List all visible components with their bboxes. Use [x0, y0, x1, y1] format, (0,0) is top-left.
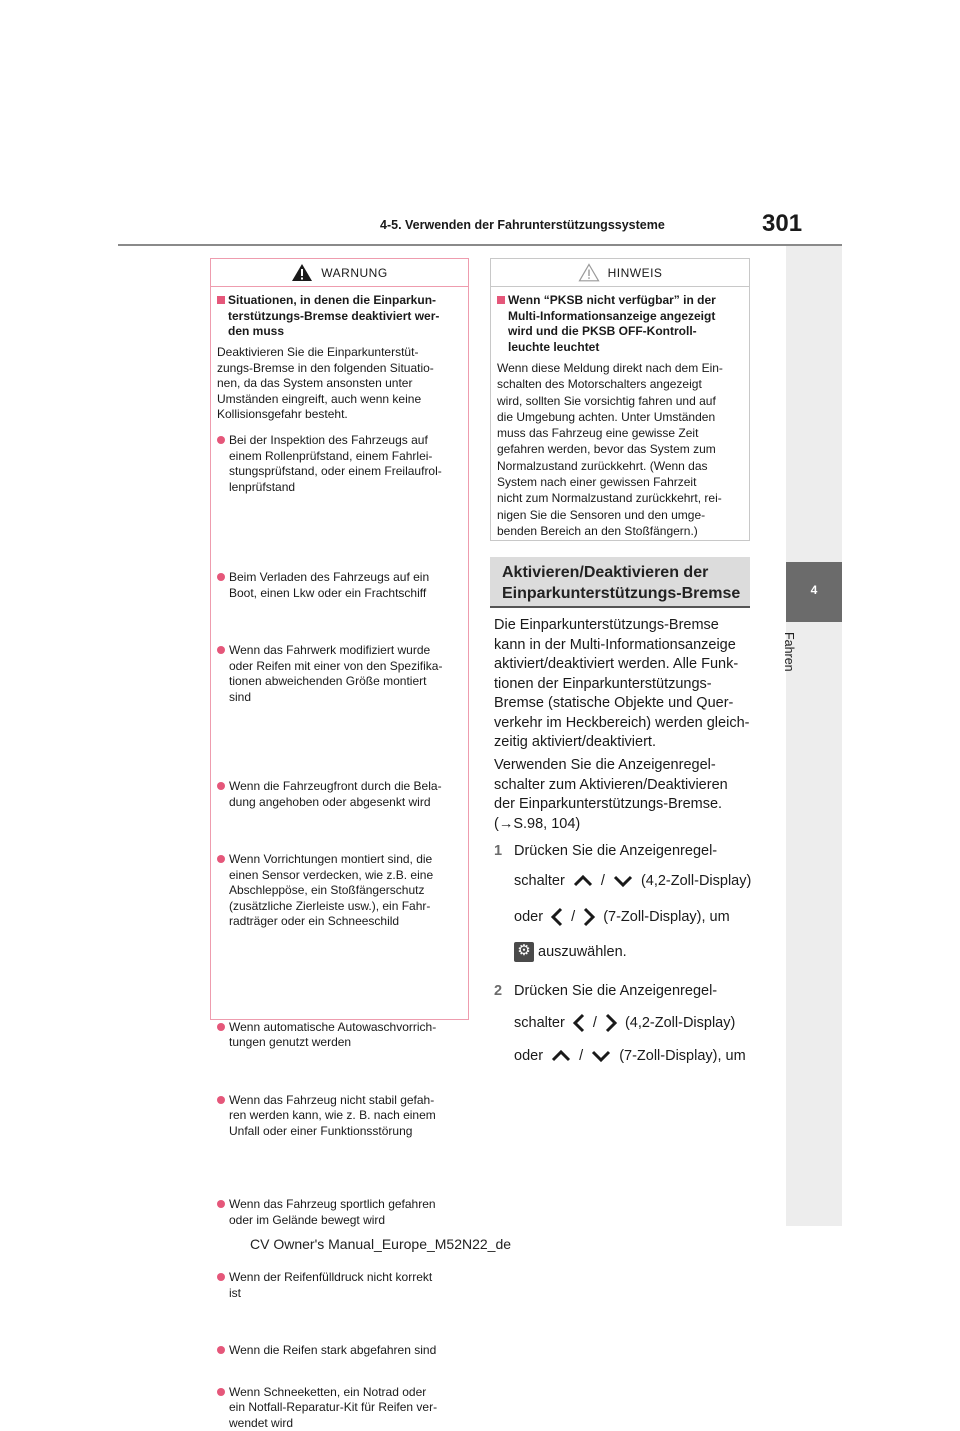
chevron-down-icon	[590, 1049, 612, 1063]
section-heading: Aktivieren/Deaktivieren der Einparkunterstützungs-Bremse	[490, 557, 750, 608]
warning-bullet: Wenn der Reifenfülldruck nicht korrekt ist	[217, 1270, 474, 1301]
gear-icon	[514, 942, 534, 962]
warning-bullet: Wenn die Reifen stark abgefahren sind	[217, 1343, 474, 1359]
chevron-down-icon	[612, 874, 634, 888]
chapter-number: 4	[786, 583, 842, 597]
note-box	[490, 258, 750, 541]
chevron-left-icon	[572, 1012, 586, 1034]
step-1-line-3: oder / (7-Zoll-Display), um	[514, 906, 730, 928]
header-rule	[118, 244, 842, 246]
chevron-left-icon	[550, 906, 564, 928]
step-2-line-2: schalter / (4,2-Zoll-Display)	[514, 1012, 735, 1034]
chevron-right-icon	[582, 906, 596, 928]
step-number: 2	[494, 982, 514, 1002]
note-label: HINWEIS	[608, 266, 663, 280]
note-topic: Wenn “PKSB nicht verfügbar” in der Multi-Informationsanzeige angezeigt wird und die PKSB OFF-Kontroll- leuchte leuchtet	[497, 293, 743, 355]
warning-label: WARNUNG	[321, 266, 387, 280]
warning-bullet: Bei der Inspektion des Fahrzeugs auf einem Rollenprüfstand, einem Fahrlei- stungsprüfstand, oder einem Freilaufrol- lenprüfstand	[217, 433, 474, 495]
warning-bullet: Wenn die Fahrzeugfront durch die Bela- dung angehoben oder abgesenkt wird	[217, 779, 474, 810]
chevron-right-icon	[604, 1012, 618, 1034]
warning-bullet: Wenn automatische Autowaschvorrich- tungen genutzt werden	[217, 1020, 474, 1051]
section-title: 4-5. Verwenden der Fahrunterstützungssysteme	[380, 218, 665, 232]
step-1-line-2: schalter / (4,2-Zoll-Display)	[514, 872, 751, 892]
square-bullet-icon	[497, 296, 505, 304]
step-2: 2 Drücken Sie die Anzeigenregel-	[494, 982, 717, 1002]
square-bullet-icon	[217, 296, 225, 304]
warning-box	[210, 258, 469, 1020]
warning-bullet: Wenn das Fahrzeug sportlich gefahren oder im Gelände bewegt wird	[217, 1197, 474, 1228]
warning-triangle-icon	[291, 263, 313, 282]
caution-triangle-icon	[578, 263, 600, 282]
step-2-line-3: oder / (7-Zoll-Display), um	[514, 1047, 746, 1067]
step-number: 1	[494, 842, 514, 862]
paragraph-intro: Die Einparkunterstützungs-Bremse kann in der Multi-Informationsanzeige aktiviert/deaktiviert werden. Alle Funk- tionen der Einparkunterstützungs- Bremse (statische Objekte und Quer- verkehr im Heckbereich) werden gleich- zeitig aktiviert/deaktiviert.	[494, 616, 749, 753]
warning-bullet: Wenn Schneeketten, ein Notrad oder ein Notfall-Reparatur-Kit für Reifen ver- wendet wird	[217, 1385, 474, 1431]
step-1: 1 Drücken Sie die Anzeigenregel-	[494, 842, 717, 862]
paragraph-usage: Verwenden Sie die Anzeigenregel- schalter zum Aktivieren/Deaktivieren der Einparkunterstützungs-Bremse. (→S.98, 104)	[494, 756, 728, 834]
footer-text: CV Owner's Manual_Europe_M52N22_de	[250, 1236, 511, 1252]
page-reference: (→S.98, 104)	[494, 815, 728, 835]
warning-bullet: Wenn das Fahrwerk modifiziert wurde oder Reifen mit einer von den Spezifika- tionen abweichenden Größe montiert sind	[217, 643, 474, 705]
chapter-label: Fahren	[782, 632, 806, 692]
warning-bullet: Wenn das Fahrzeug nicht stabil gefah- ren werden kann, wie z. B. nach einem Unfall oder einer Funktionsstörung	[217, 1093, 474, 1140]
page-number: 301	[762, 210, 802, 238]
note-text: Wenn diese Meldung direkt nach dem Ein- schalten des Motorschalters angezeigt wird, sollten Sie vorsichtig fahren und auf die Umgebung achten. Unter Umständen muss das Fahrzeug eine gewisse Zeit gefahren werden, bevor das System zum Normalzustand zurückkehrt. (Wenn das System nach einer gewissen Fahrzeit nicht zum Normalzustand zurückkehrt, rei- nigen Sie die Sensoren und den umge- benden Bereich an den Stoßfängern.)	[497, 360, 743, 539]
warning-topic: Situationen, in denen die Einparkun- terstützungs-Bremse deaktiviert wer- den muss	[217, 293, 462, 340]
chevron-up-icon	[550, 1049, 572, 1063]
note-heading	[491, 259, 749, 287]
warning-intro: Deaktivieren Sie die Einparkunterstüt- zungs-Bremse in den folgenden Situatio- nen, da das System ansonsten unter Umständen eingreift, auch wenn keine Kollisionsgefahr besteht.	[217, 345, 462, 423]
warning-bullet: Beim Verladen des Fahrzeugs auf ein Boot, einen Lkw oder ein Frachtschiff	[217, 570, 474, 601]
step-1-line-4: ⚙auszuwählen.	[514, 942, 627, 962]
warning-bullet: Wenn Vorrichtungen montiert sind, die einen Sensor verdecken, wie z.B. eine Abschleppöse, ein Stoßfängerschutz (zusätzliche Zierleiste usw.), ein Fahr- radträger oder ein Schneeschild	[217, 852, 474, 930]
chevron-up-icon	[572, 874, 594, 888]
warning-heading	[211, 259, 468, 287]
side-bar	[786, 246, 842, 1226]
